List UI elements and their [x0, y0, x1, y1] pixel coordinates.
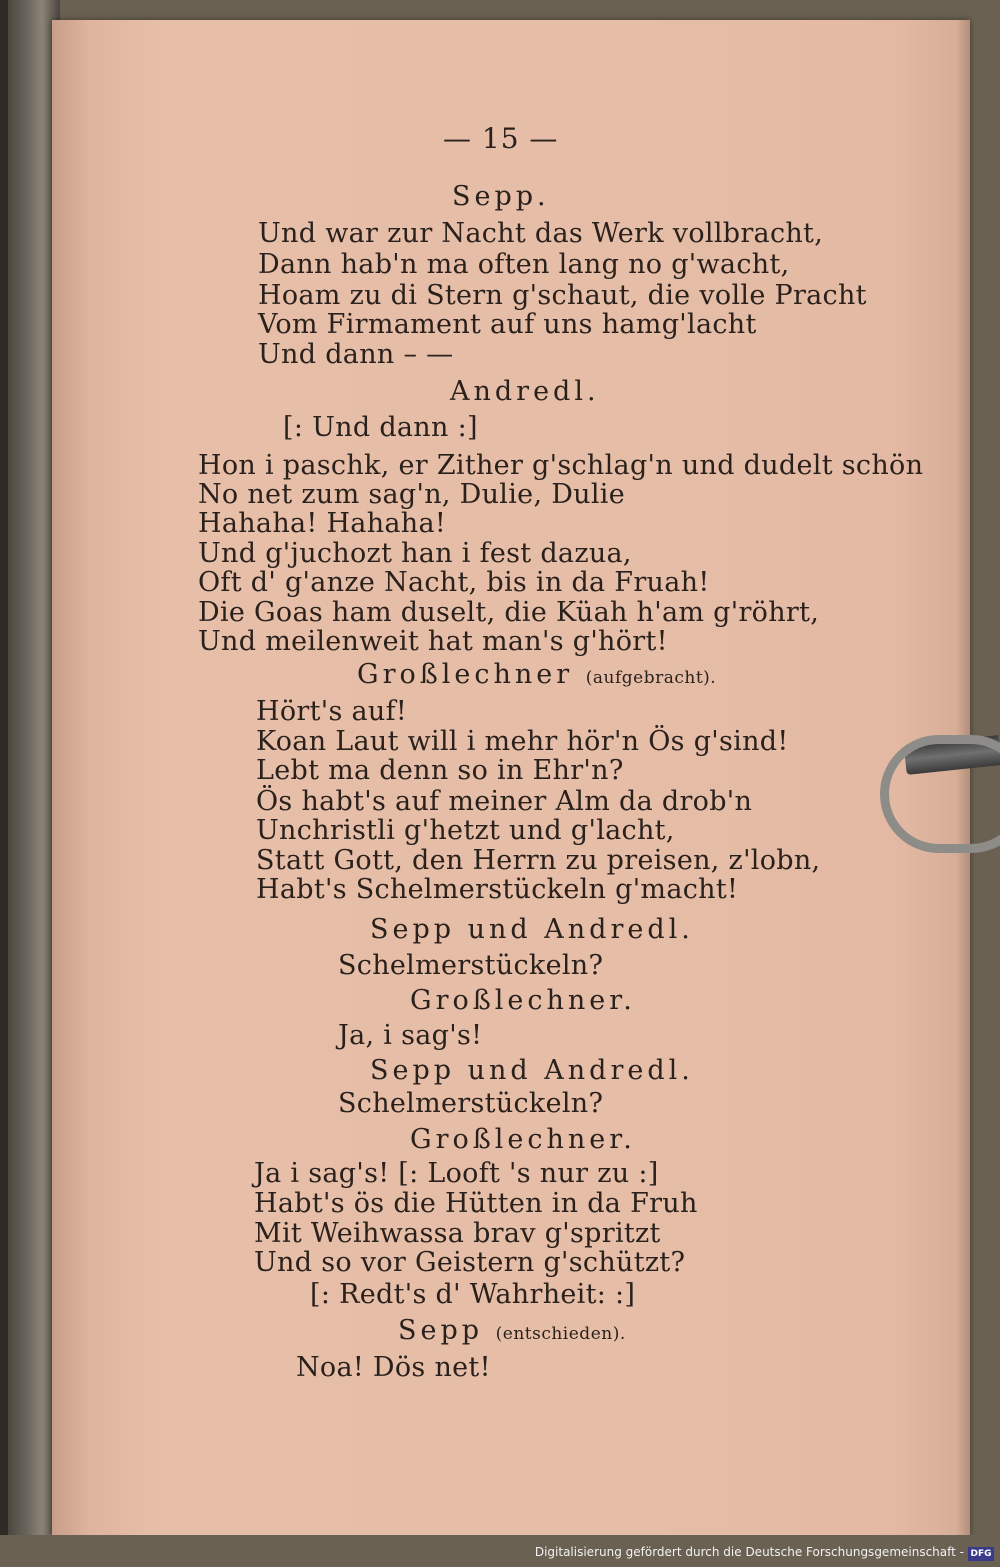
- speaker-heading: Sepp.: [452, 181, 550, 212]
- verse-line: Und g'juchozt han i fest dazua,: [198, 538, 632, 569]
- speaker-heading: Sepp und Andredl.: [370, 1055, 694, 1086]
- verse-line: Und war zur Nacht das Werk vollbracht,: [258, 218, 824, 249]
- verse-line: Hon i paschk, er Zither g'schlag'n und dudelt schön: [198, 450, 924, 481]
- page-number: — 15 —: [443, 122, 559, 155]
- page-clip: [880, 735, 1000, 853]
- verse-line: Mit Weihwassa brav g'spritzt: [254, 1218, 661, 1249]
- speaker-name: Großlechner: [357, 659, 574, 690]
- stage-direction: (entschieden).: [495, 1324, 626, 1344]
- verse-line: Und meilenweit hat man's g'hört!: [198, 626, 668, 657]
- verse-line: Vom Firmament auf uns hamg'lacht: [258, 309, 757, 340]
- verse-line: Habt's ös die Hütten in da Fruh: [254, 1188, 698, 1219]
- verse-line: Ja i sag's! [: Looft 's nur zu :]: [254, 1158, 659, 1189]
- verse-line: Statt Gott, den Herrn zu preisen, z'lobn,: [256, 845, 821, 876]
- speaker-heading: Sepp und Andredl.: [370, 914, 694, 945]
- verse-line: [: Redt's d' Wahrheit: :]: [310, 1279, 636, 1310]
- funding-credit: Digitalisierung gefördert durch die Deutsche Forschungsgemeinschaft -: [534, 1545, 964, 1559]
- verse-line: Habt's Schelmerstückeln g'macht!: [256, 874, 739, 905]
- stage-direction: (aufgebracht).: [585, 668, 717, 688]
- speaker-heading: Großlechner.: [410, 1124, 636, 1155]
- verse-line: Hahaha! Hahaha!: [198, 508, 447, 539]
- speaker-heading: Großlechner.: [410, 985, 636, 1016]
- book-cover-edge: [0, 0, 60, 1567]
- footer-bar: [0, 1535, 1000, 1567]
- speaker-heading: Andredl.: [450, 376, 600, 407]
- verse-line: Und so vor Geistern g'schützt?: [254, 1247, 686, 1278]
- verse-line: Noa! Dös net!: [296, 1352, 491, 1383]
- speaker-heading: [357, 660, 716, 693]
- verse-line: Koan Laut will i mehr hör'n Ös g'sind!: [256, 726, 789, 757]
- verse-line: Unchristli g'hetzt und g'lacht,: [256, 815, 675, 846]
- verse-line: Schelmerstückeln?: [338, 1088, 604, 1119]
- verse-line: Ja, i sag's!: [338, 1020, 483, 1051]
- verse-line: Hört's auf!: [256, 696, 408, 727]
- verse-line: Dann hab'n ma often lang no g'wacht,: [258, 249, 790, 280]
- dfg-logo: DFG: [968, 1547, 994, 1561]
- cover-spine: [0, 0, 8, 1567]
- verse-line: Lebt ma denn so in Ehr'n?: [256, 755, 624, 786]
- verse-line: [: Und dann :]: [283, 412, 478, 443]
- verse-line: Hoam zu di Stern g'schaut, die volle Pracht: [258, 280, 867, 311]
- verse-line: Oft d' g'anze Nacht, bis in da Fruah!: [198, 567, 710, 598]
- speaker-name: Sepp: [398, 1315, 484, 1346]
- verse-line: No net zum sag'n, Dulie, Dulie: [198, 479, 626, 510]
- speaker-heading: [398, 1316, 626, 1349]
- verse-line: Schelmerstückeln?: [338, 950, 604, 981]
- verse-line: Die Goas ham duselt, die Küah h'am g'röhrt,: [198, 597, 820, 628]
- verse-line: Ös habt's auf meiner Alm da drob'n: [256, 786, 753, 817]
- verse-line: Und dann – —: [258, 339, 454, 370]
